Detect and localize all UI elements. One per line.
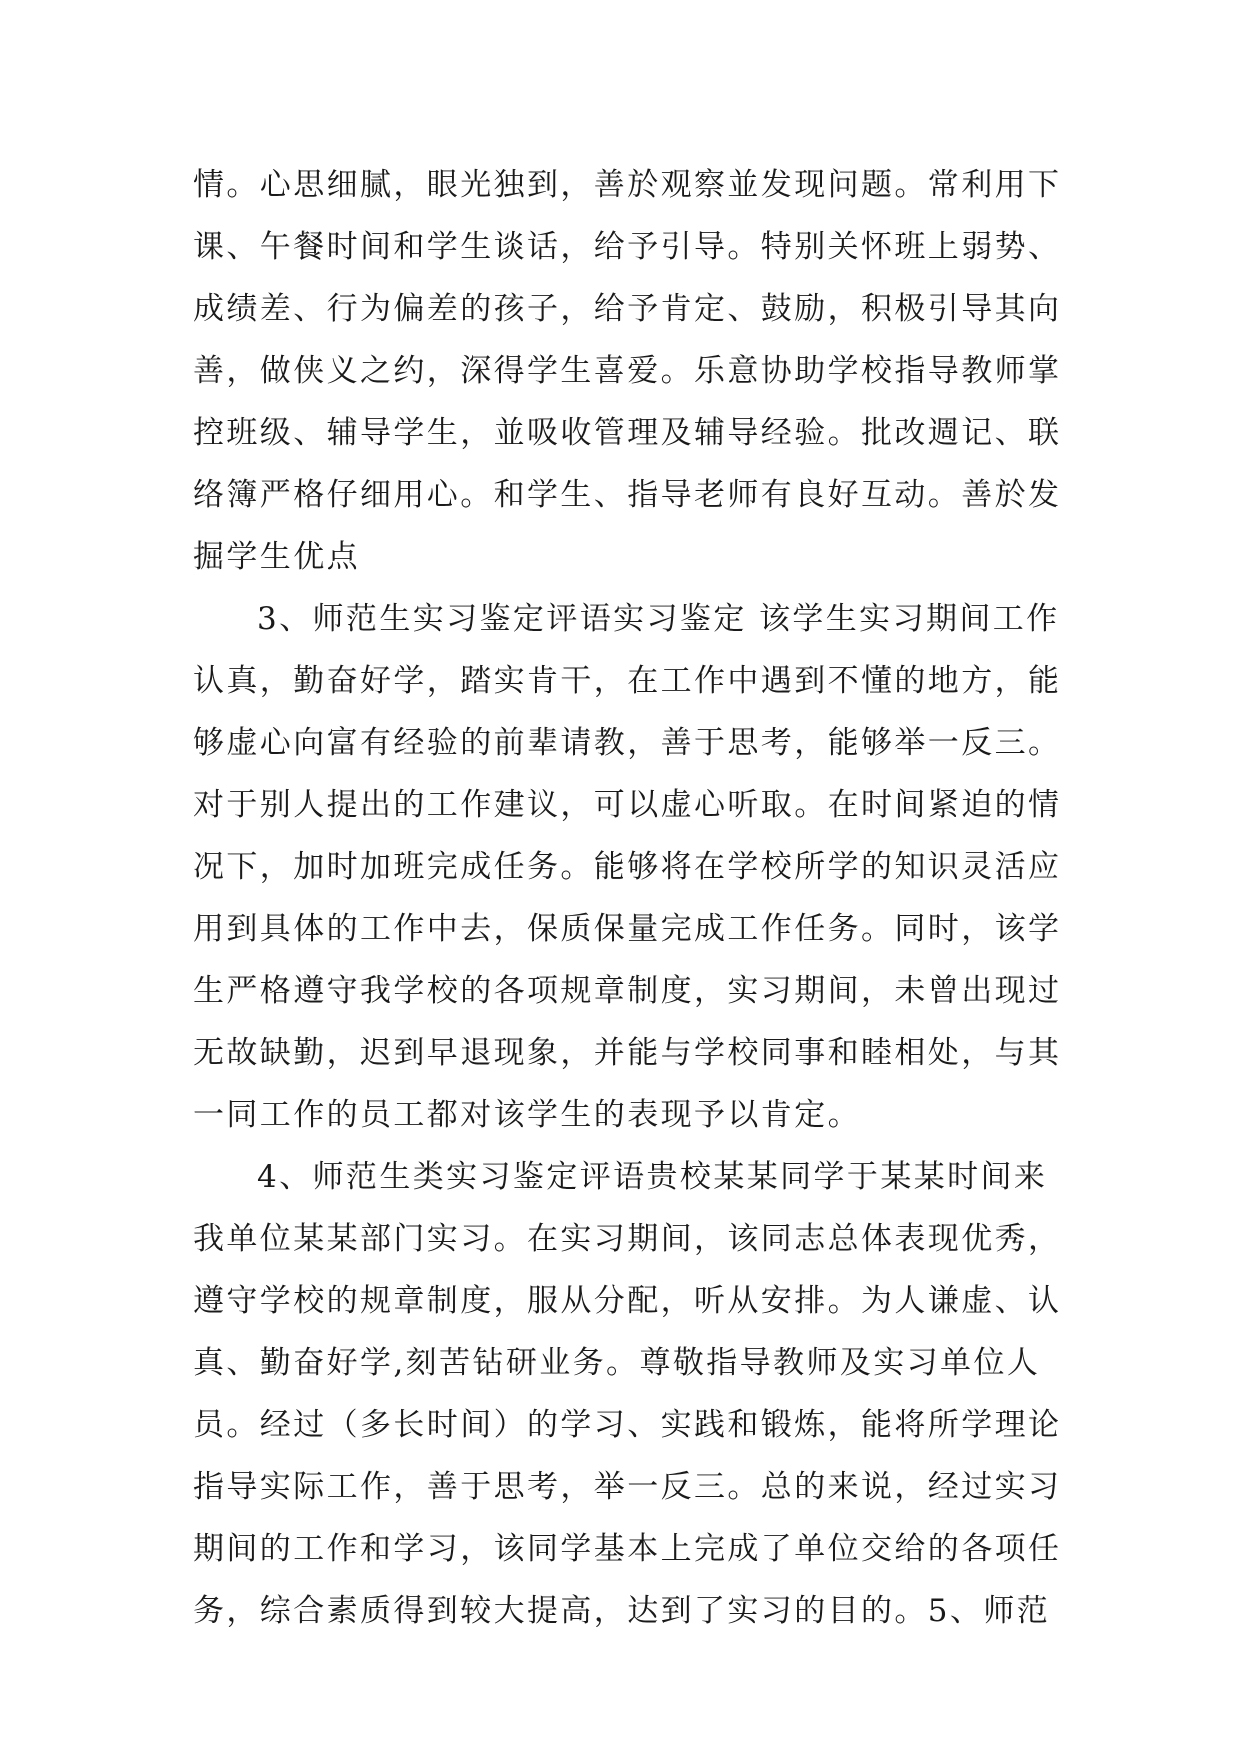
text-line: 指导实际工作，善于思考，举一反三。总的来说，经过实习	[193, 1469, 1062, 1505]
text-line: 无故缺勤，迟到早退现象，并能与学校同事和睦相处，与其	[193, 1035, 1062, 1071]
text-line: 成绩差、行为偏差的孩子，给予肯定、鼓励，积极引导其向	[193, 291, 1062, 327]
text-line: 用到具体的工作中去，保质保量完成工作任务。同时，该学	[193, 911, 1062, 947]
text-line: 情。心思细腻，眼光独到，善於观察並发现问题。常利用下	[193, 167, 1062, 203]
text-line: 员。经过（多长时间）的学习、实践和锻炼，能将所学理论	[193, 1407, 1062, 1443]
text-line: 课、午餐时间和学生谈话，给予引导。特别关怀班上弱势、	[193, 229, 1062, 265]
body-text	[193, 154, 1073, 1642]
text-line: 一同工作的员工都对该学生的表现予以肯定。	[193, 1097, 861, 1133]
text-line: 控班级、辅导学生，並吸收管理及辅导经验。批改週记、联	[193, 415, 1062, 451]
text-line: 务，综合素质得到较大提高，达到了实习的目的。5、师范	[193, 1593, 1051, 1629]
text-line: 况下，加时加班完成任务。能够将在学校所学的知识灵活应	[193, 849, 1062, 885]
text-line: 对于别人提出的工作建议，可以虚心听取。在时间紧迫的情	[193, 787, 1062, 823]
text-line: 期间的工作和学习，该同学基本上完成了单位交给的各项任	[193, 1531, 1062, 1567]
text-line: 掘学生优点	[193, 539, 360, 575]
text-line: 认真，勤奋好学，踏实肯干，在工作中遇到不懂的地方，能	[193, 663, 1062, 699]
paragraph-start-line: 3、师范生实习鉴定评语实习鉴定 该学生实习期间工作	[257, 601, 1060, 637]
text-line: 善，做侠义之约，深得学生喜爱。乐意协助学校指导教师掌	[193, 353, 1062, 389]
paragraph-start-line: 4、师范生类实习鉴定评语贵校某某同学于某某时间来	[257, 1159, 1048, 1195]
text-line: 生严格遵守我学校的各项规章制度，实习期间，未曾出现过	[193, 973, 1062, 1009]
text-line: 络簿严格仔细用心。和学生、指导老师有良好互动。善於发	[193, 477, 1062, 513]
text-line: 我单位某某部门实习。在实习期间，该同志总体表现优秀，	[193, 1221, 1062, 1257]
text-line: 遵守学校的规章制度，服从分配，听从安排。为人谦虚、认	[193, 1283, 1062, 1319]
text-line: 真、勤奋好学,刻苦钻研业务。尊敬指导教师及实习单位人	[193, 1345, 1041, 1381]
text-line: 够虚心向富有经验的前辈请教，善于思考，能够举一反三。	[193, 725, 1062, 761]
